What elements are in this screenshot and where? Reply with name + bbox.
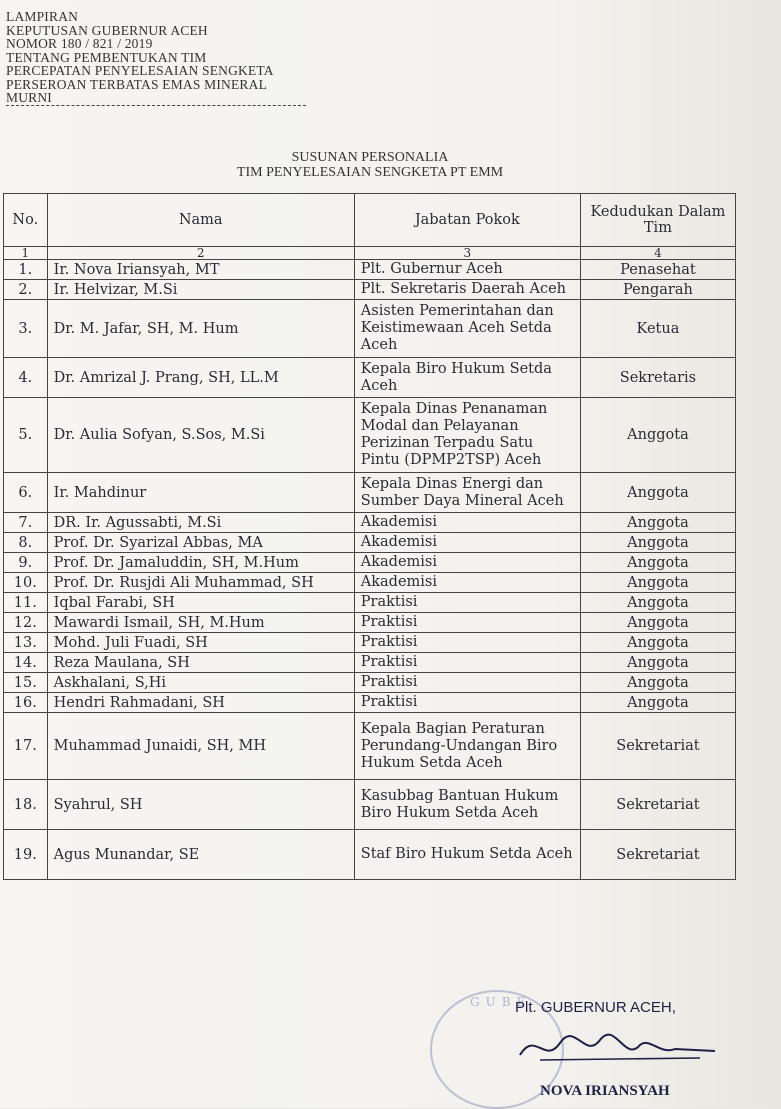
col-number: 2 [47, 247, 354, 260]
cell-jabatan: Plt. Gubernur Aceh [354, 260, 580, 280]
signature-block [430, 985, 750, 1105]
cell-no: 15. [4, 673, 48, 693]
table-row [4, 473, 736, 513]
cell-jabatan: Akademisi [354, 573, 580, 593]
cell-kedudukan: Ketua [580, 300, 735, 358]
cell-kedudukan: Anggota [580, 613, 735, 633]
cell-kedudukan: Anggota [580, 633, 735, 653]
table-row [4, 300, 736, 358]
cell-no: 13. [4, 633, 48, 653]
col-number: 1 [4, 247, 48, 260]
cell-jabatan: Akademisi [354, 553, 580, 573]
cell-jabatan: Praktisi [354, 633, 580, 653]
cell-nama: Hendri Rahmadani, SH [47, 693, 354, 713]
cell-nama: Prof. Dr. Syarizal Abbas, MA [47, 533, 354, 553]
signatory-name: NOVA IRIANSYAH [540, 1083, 670, 1099]
cell-jabatan: Kasubbag Bantuan Hukum Biro Hukum Setda Aceh [354, 780, 580, 830]
attachment-header [6, 10, 336, 106]
table-row [4, 613, 736, 633]
cell-nama: Dr. M. Jafar, SH, M. Hum [47, 300, 354, 358]
cell-no: 16. [4, 693, 48, 713]
cell-no: 3. [4, 300, 48, 358]
stamp-text: GUBE [470, 995, 532, 1009]
cell-no: 1. [4, 260, 48, 280]
table-row [4, 260, 736, 280]
cell-kedudukan: Anggota [580, 593, 735, 613]
cell-nama: Askhalani, S,Hi [47, 673, 354, 693]
table-row [4, 830, 736, 880]
column-number-row [4, 247, 736, 260]
cell-kedudukan: Anggota [580, 533, 735, 553]
header-line: LAMPIRAN [6, 9, 79, 24]
cell-nama: Ir. Helvizar, M.Si [47, 280, 354, 300]
cell-jabatan: Praktisi [354, 613, 580, 633]
table-row [4, 653, 736, 673]
cell-nama: Mawardi Ismail, SH, M.Hum [47, 613, 354, 633]
table-row [4, 780, 736, 830]
table-row [4, 280, 736, 300]
cell-jabatan: Kepala Dinas Penanaman Modal dan Pelayanan Perizinan Terpadu Satu Pintu (DPMP2TSP) Aceh [354, 398, 580, 473]
cell-no: 18. [4, 780, 48, 830]
header-nama: Nama [47, 194, 354, 247]
cell-no: 11. [4, 593, 48, 613]
table-row [4, 633, 736, 653]
cell-kedudukan: Sekretaris [580, 358, 735, 398]
cell-no: 17. [4, 713, 48, 780]
cell-nama: Agus Munandar, SE [47, 830, 354, 880]
cell-kedudukan: Sekretariat [580, 780, 735, 830]
cell-kedudukan: Anggota [580, 553, 735, 573]
cell-no: 14. [4, 653, 48, 673]
cell-no: 8. [4, 533, 48, 553]
cell-nama: Ir. Nova Iriansyah, MT [47, 260, 354, 280]
table-row [4, 593, 736, 613]
cell-no: 6. [4, 473, 48, 513]
cell-no: 7. [4, 513, 48, 533]
cell-nama: Prof. Dr. Rusjdi Ali Muhammad, SH [47, 573, 354, 593]
cell-nama: Dr. Amrizal J. Prang, SH, LL.M [47, 358, 354, 398]
cell-jabatan: Akademisi [354, 513, 580, 533]
cell-kedudukan: Sekretariat [580, 830, 735, 880]
table-row [4, 398, 736, 473]
cell-kedudukan: Anggota [580, 653, 735, 673]
cell-nama: Prof. Dr. Jamaluddin, SH, M.Hum [47, 553, 354, 573]
cell-nama: Ir. Mahdinur [47, 473, 354, 513]
col-number: 4 [580, 247, 735, 260]
cell-jabatan: Praktisi [354, 693, 580, 713]
header-jabatan: Jabatan Pokok [354, 194, 580, 247]
cell-jabatan: Akademisi [354, 533, 580, 553]
header-kedudukan: Kedudukan Dalam Tim [580, 194, 735, 247]
cell-nama: Muhammad Junaidi, SH, MH [47, 713, 354, 780]
cell-no: 19. [4, 830, 48, 880]
cell-jabatan: Kepala Biro Hukum Setda Aceh [354, 358, 580, 398]
table-row [4, 573, 736, 593]
cell-nama: Syahrul, SH [47, 780, 354, 830]
cell-nama: Reza Maulana, SH [47, 653, 354, 673]
title-line-1: SUSUNAN PERSONALIA [291, 150, 449, 165]
table-row [4, 693, 736, 713]
cell-kedudukan: Anggota [580, 673, 735, 693]
table-row [4, 673, 736, 693]
col-number: 3 [354, 247, 580, 260]
title-line-2: TIM PENYELESAIAN SENGKETA PT EMM [236, 165, 504, 180]
personnel-table [3, 193, 736, 880]
table-row [4, 713, 736, 780]
table-row [4, 513, 736, 533]
handwritten-signature [500, 1025, 720, 1075]
header-line: TENTANG PEMBENTUKAN TIM [6, 49, 207, 65]
cell-jabatan: Asisten Pemerintahan dan Keistimewaan Aceh Setda Aceh [354, 300, 580, 358]
cell-no: 2. [4, 280, 48, 300]
cell-no: 9. [4, 553, 48, 573]
cell-jabatan: Staf Biro Hukum Setda Aceh [354, 830, 580, 880]
cell-no: 10. [4, 573, 48, 593]
cell-nama: Dr. Aulia Sofyan, S.Sos, M.Si [47, 398, 354, 473]
cell-nama: Iqbal Farabi, SH [47, 593, 354, 613]
cell-nama: DR. Ir. Agussabti, M.Si [47, 513, 354, 533]
cell-nama: Mohd. Juli Fuadi, SH [47, 633, 354, 653]
table-row [4, 358, 736, 398]
cell-kedudukan: Anggota [580, 473, 735, 513]
cell-jabatan: Praktisi [354, 593, 580, 613]
cell-kedudukan: Anggota [580, 513, 735, 533]
cell-jabatan: Kepala Bagian Peraturan Perundang-Undangan Biro Hukum Setda Aceh [354, 713, 580, 780]
cell-kedudukan: Anggota [580, 573, 735, 593]
cell-kedudukan: Anggota [580, 398, 735, 473]
cell-jabatan: Praktisi [354, 653, 580, 673]
cell-jabatan: Kepala Dinas Energi dan Sumber Daya Mineral Aceh [354, 473, 580, 513]
table-row [4, 533, 736, 553]
table-header-row [4, 194, 736, 247]
document-title [120, 150, 620, 180]
cell-no: 5. [4, 398, 48, 473]
cell-kedudukan: Anggota [580, 693, 735, 713]
cell-jabatan: Praktisi [354, 673, 580, 693]
cell-kedudukan: Penasehat [580, 260, 735, 280]
header-line: PERSEROAN TERBATAS EMAS MINERAL [6, 76, 268, 92]
table-body [4, 260, 736, 880]
cell-jabatan: Plt. Sekretaris Daerah Aceh [354, 280, 580, 300]
header-no: No. [4, 194, 48, 247]
header-line: PERCEPATAN PENYELESAIAN SENGKETA [6, 63, 274, 78]
cell-no: 4. [4, 358, 48, 398]
header-line: MURNI [6, 91, 306, 106]
header-line: KEPUTUSAN GUBERNUR ACEH [6, 22, 208, 38]
header-line: NOMOR 180 / 821 / 2019 [6, 36, 153, 51]
cell-kedudukan: Sekretariat [580, 713, 735, 780]
cell-no: 12. [4, 613, 48, 633]
signatory-title: Plt. GUBERNUR ACEH, [515, 999, 676, 1016]
table-row [4, 553, 736, 573]
cell-kedudukan: Pengarah [580, 280, 735, 300]
